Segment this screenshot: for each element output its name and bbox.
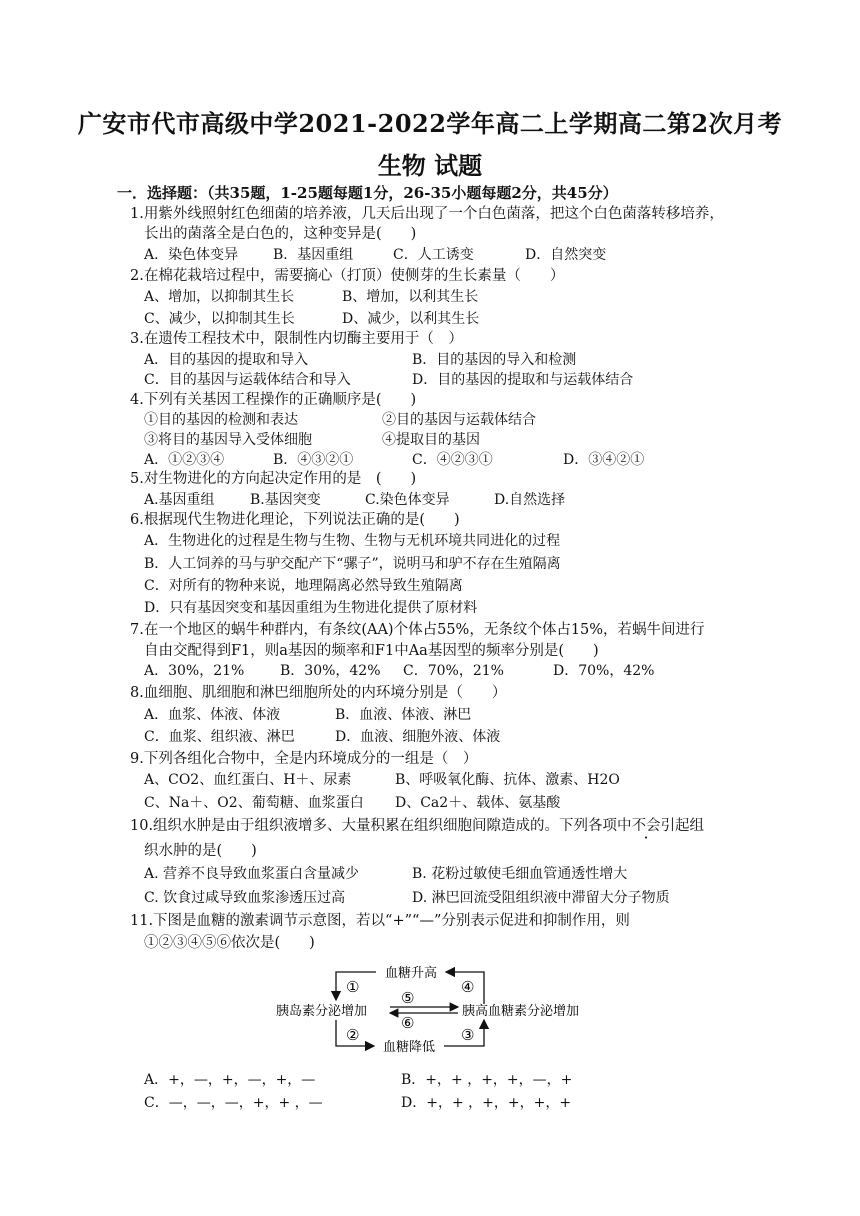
q10-stem-emphasis: 不会 [631, 818, 661, 834]
question-11-stem-cont: ①②③④⑤⑥依次是( ) [144, 935, 315, 951]
question-8-stem: 8.血细胞、肌细胞和淋巴细胞所处的内环境分别是（ ） [130, 685, 507, 701]
q11-option-d: D．+，+ ，+，+，+，+ [401, 1095, 572, 1111]
q10-option-b: B. 花粉过敏使毛细血管通透性增大 [412, 866, 628, 882]
question-1-stem-cont: 长出的菌落全是白色的，这种变异是( ) [144, 226, 417, 242]
q10-option-a: A. 营养不良导致血浆蛋白含量减少 [144, 866, 360, 882]
q1-option-b: B．基因重组 [273, 247, 354, 263]
q9-option-c: C、Na＋、O2、葡萄糖、血浆蛋白 [144, 795, 364, 811]
q4-item-1: ①目的基因的检测和表达 [144, 412, 298, 428]
q1-option-d: D．自然突变 [525, 247, 607, 263]
q4-option-b: B．④③②① [273, 452, 354, 468]
section-heading: 一．选择题：（共35题，1-25题每题1分，26-35小题每题2分，共45分） [117, 184, 618, 202]
question-10-stem-cont: 织水肿的是( ) [144, 843, 257, 859]
q3-option-a: A．目的基因的提取和导入 [144, 352, 309, 368]
diagram-marker-1: ① [346, 978, 360, 996]
q8-option-a: A．血浆、体液、体液 [144, 707, 281, 723]
q6-option-d: D．只有基因突变和基因重组为生物进化提供了原材料 [144, 600, 478, 616]
q7-option-c: C．70%，21% [403, 663, 504, 679]
question-2-stem: 2.在棉花栽培过程中，需要摘心（打顶）使侧芽的生长素量（ ） [130, 268, 565, 284]
q2-option-a: A、增加，以抑制其生长 [144, 289, 295, 305]
question-1-stem: 1.用紫外线照射红色细菌的培养液，几天后出现了一个白色菌落，把这个白色菌落转移培养， [130, 206, 724, 222]
q3-option-c: C．目的基因与运载体结合和导入 [144, 372, 351, 388]
q4-item-4: ④提取目的基因 [382, 432, 480, 448]
question-5-stem: 5.对生物进化的方向起决定作用的是 ( ) [130, 471, 417, 487]
q2-option-c: C、减少，以抑制其生长 [144, 311, 295, 327]
q6-option-c: C．对所有的物种来说，地理隔离必然导致生殖隔离 [144, 578, 463, 594]
q2-option-b: B、增加，以利其生长 [342, 289, 479, 305]
diagram-left-label: 胰岛素分泌增加 [276, 1004, 368, 1019]
question-6-stem: 6.根据现代生物进化理论，下列说法正确的是( ) [130, 512, 460, 528]
q7-option-b: B．30%，42% [280, 663, 381, 679]
q11-option-a: A．+，—，+，—，+，— [144, 1072, 316, 1088]
question-4-stem: 4.下列有关基因工程操作的正确顺序是( ) [130, 392, 417, 408]
q4-option-a: A．①②③④ [144, 452, 225, 468]
q5-option-b: B.基因突变 [250, 492, 321, 508]
q8-option-d: D．血液、细胞外液、体液 [335, 729, 501, 745]
diagram-marker-5: ⑤ [401, 989, 415, 1007]
q3-option-d: D．目的基因的提取和与运载体结合 [412, 372, 634, 388]
q9-option-d: D、Ca2＋、载体、氨基酸 [395, 795, 561, 811]
question-9-stem: 9.下列各组化合物中，全是内环境成分的一组是（ ） [130, 751, 478, 767]
q9-option-b: B、呼吸氧化酶、抗体、激素、H2O [395, 772, 620, 788]
q9-option-a: A、CO2、血红蛋白、H＋、尿素 [144, 772, 352, 788]
q1-option-a: A．染色体变异 [144, 247, 239, 263]
q6-option-b: B．人工饲养的马与驴交配产下“骡子”，说明马和驴不存在生殖隔离 [144, 556, 561, 572]
question-7-stem: 7.在一个地区的蜗牛种群内，有条纹(AA)个体占55%，无条纹个体占15%，若蜗牛间进行 [130, 622, 705, 638]
diagram-marker-2: ② [346, 1026, 360, 1044]
q4-option-d: D．③④②① [563, 452, 645, 468]
q11-option-b: B．+，+ ，+，+，—，+ [401, 1072, 573, 1088]
diagram-marker-3: ③ [461, 1026, 475, 1044]
q4-option-c: C．④②③① [412, 452, 493, 468]
page-subtitle: 生物 试题 [377, 151, 483, 180]
question-11-stem: 11.下图是血糖的激素调节示意图，若以“+”“—”分别表示促进和抑制作用，则 [130, 913, 630, 929]
q4-item-2: ②目的基因与运载体结合 [382, 412, 536, 428]
diagram-bottom-label: 血糖降低 [382, 1040, 436, 1055]
q3-option-b: B．目的基因的导入和检测 [412, 352, 577, 368]
q7-option-d: D．70%，42% [553, 663, 655, 679]
question-3-stem: 3.在遗传工程技术中，限制性内切酶主要用于（ ） [130, 331, 463, 347]
diagram-marker-4: ④ [461, 978, 475, 996]
q5-option-a: A.基因重组 [144, 492, 215, 508]
question-7-stem-cont: 自由交配得到F1，则a基因的频率和F1中Aa基因型的频率分别是( ) [144, 643, 599, 659]
page-title: 广安市代市高级中学2021-2022学年高二上学期高二第2次月考 [77, 109, 783, 138]
q6-option-a: A．生物进化的过程是生物与生物、生物与无机环境共同进化的过程 [144, 533, 561, 549]
q10-stem-post: 引起组 [660, 818, 705, 834]
q8-option-b: B．血液、体液、淋巴 [335, 707, 472, 723]
q4-item-3: ③将目的基因导入受体细胞 [144, 432, 312, 448]
q8-option-c: C．血浆、组织液、淋巴 [144, 729, 295, 745]
q10-option-c: C. 饮食过咸导致血浆渗透压过高 [144, 890, 346, 906]
q10-option-d: D. 淋巴回流受阻组织液中滞留大分子物质 [412, 890, 670, 906]
q10-stem-pre: 10.组织水肿是由于组织液增多、大量积累在组织细胞间隙造成的。下列各项中 [130, 818, 632, 834]
diagram-right-label: 胰高血糖素分泌增加 [462, 1004, 580, 1019]
q5-option-c: C.染色体变异 [365, 492, 450, 508]
blood-glucose-regulation-diagram [270, 960, 590, 1060]
question-10-stem [130, 816, 704, 836]
q11-option-c: C．—，—，—，+，+ ，— [144, 1095, 323, 1111]
diagram-top-label: 血糖升高 [384, 966, 438, 981]
q5-option-d: D.自然选择 [494, 492, 566, 508]
q1-option-c: C．人工诱变 [393, 247, 474, 263]
q2-option-d: D、减少，以利其生长 [342, 311, 480, 327]
diagram-marker-6: ⑥ [401, 1014, 415, 1032]
q7-option-a: A．30%，21% [144, 663, 245, 679]
